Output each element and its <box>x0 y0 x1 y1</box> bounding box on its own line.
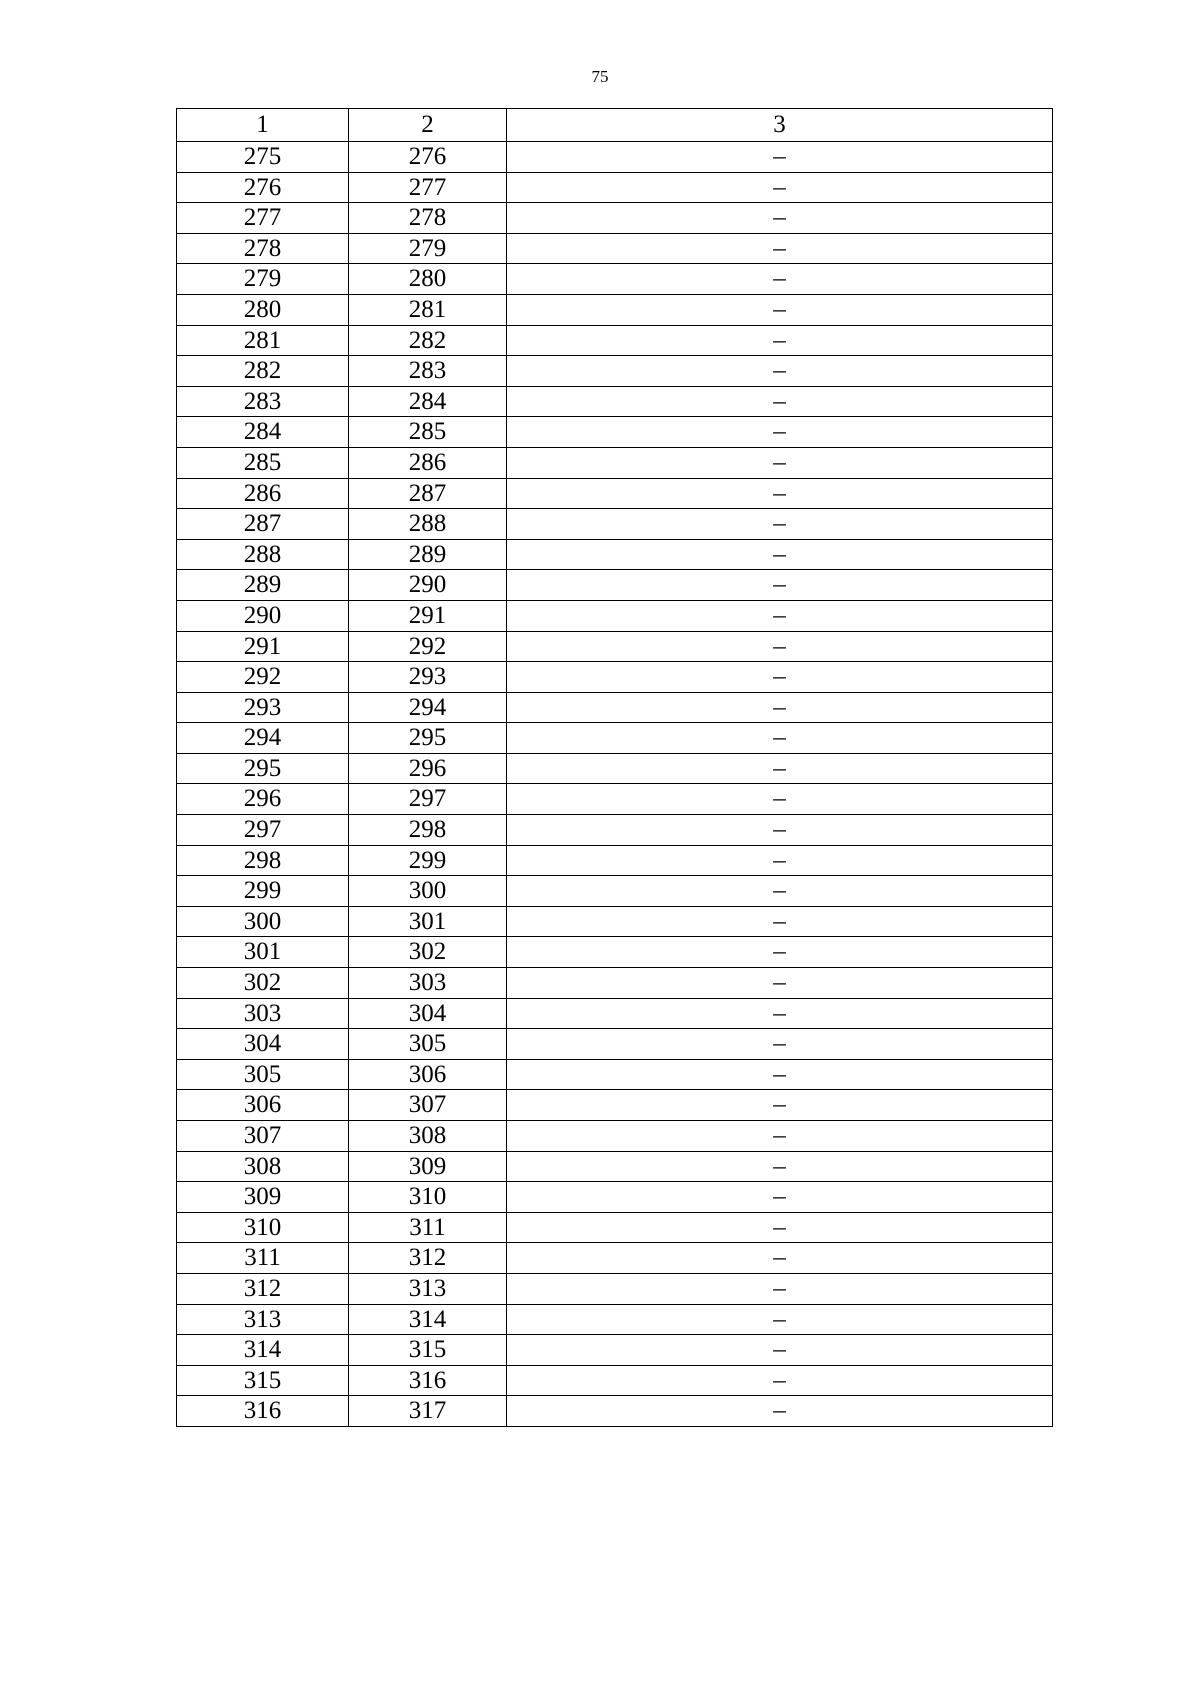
table-row <box>177 968 1053 999</box>
data-table <box>176 108 1053 1427</box>
table-row <box>177 1182 1053 1213</box>
column-3-cell: – <box>507 1396 1053 1427</box>
column-1-cell: 308 <box>177 1151 349 1182</box>
column-2-cell: 315 <box>349 1335 507 1366</box>
table-row <box>177 1059 1053 1090</box>
table-row <box>177 142 1053 173</box>
table-header <box>177 109 1053 142</box>
column-3-cell: – <box>507 876 1053 907</box>
table-row <box>177 1243 1053 1274</box>
column-2-cell: 288 <box>349 509 507 540</box>
column-2-cell: 289 <box>349 539 507 570</box>
table-row <box>177 662 1053 693</box>
column-2-cell: 309 <box>349 1151 507 1182</box>
column-3-cell: – <box>507 264 1053 295</box>
column-1-cell: 298 <box>177 845 349 876</box>
column-1-cell: 281 <box>177 325 349 356</box>
column-2-cell: 291 <box>349 600 507 631</box>
table-row <box>177 1304 1053 1335</box>
table-row <box>177 906 1053 937</box>
table-body <box>177 142 1053 1427</box>
column-3-cell: – <box>507 1029 1053 1060</box>
column-3-cell: – <box>507 172 1053 203</box>
column-2-cell: 303 <box>349 968 507 999</box>
column-2-cell: 306 <box>349 1059 507 1090</box>
column-3-cell: – <box>507 1151 1053 1182</box>
table-row <box>177 692 1053 723</box>
column-1-cell: 289 <box>177 570 349 601</box>
column-2-cell: 282 <box>349 325 507 356</box>
column-2-cell: 298 <box>349 815 507 846</box>
column-2-cell: 284 <box>349 386 507 417</box>
column-3-cell: – <box>507 570 1053 601</box>
column-3-cell: – <box>507 600 1053 631</box>
column-2-cell: 280 <box>349 264 507 295</box>
column-1-cell: 297 <box>177 815 349 846</box>
table-row <box>177 1396 1053 1427</box>
column-1-cell: 292 <box>177 662 349 693</box>
column-3-cell: – <box>507 356 1053 387</box>
column-2-cell: 293 <box>349 662 507 693</box>
column-3-cell: – <box>507 447 1053 478</box>
table-row <box>177 723 1053 754</box>
column-3-cell: – <box>507 1335 1053 1366</box>
column-3-cell: – <box>507 1182 1053 1213</box>
page-number: 75 <box>591 67 609 86</box>
table-row <box>177 845 1053 876</box>
table-row <box>177 815 1053 846</box>
column-3-cell: – <box>507 692 1053 723</box>
table-row <box>177 784 1053 815</box>
column-1-cell: 291 <box>177 631 349 662</box>
table-row <box>177 1029 1053 1060</box>
column-1-cell: 299 <box>177 876 349 907</box>
column-2-cell: 287 <box>349 478 507 509</box>
column-3-cell: – <box>507 325 1053 356</box>
column-1-cell: 294 <box>177 723 349 754</box>
table-row <box>177 570 1053 601</box>
column-1-cell: 295 <box>177 753 349 784</box>
column-3-cell: – <box>507 998 1053 1029</box>
table-row <box>177 539 1053 570</box>
column-1-cell: 279 <box>177 264 349 295</box>
table-row <box>177 233 1053 264</box>
column-1-cell: 287 <box>177 509 349 540</box>
column-2-cell: 294 <box>349 692 507 723</box>
column-1-cell: 290 <box>177 600 349 631</box>
column-2-cell: 290 <box>349 570 507 601</box>
column-1-cell: 284 <box>177 417 349 448</box>
column-1-cell: 277 <box>177 203 349 234</box>
column-3-cell: – <box>507 906 1053 937</box>
table-row <box>177 203 1053 234</box>
table-row <box>177 509 1053 540</box>
column-2-cell: 310 <box>349 1182 507 1213</box>
column-1-cell: 296 <box>177 784 349 815</box>
column-3-cell: – <box>507 1090 1053 1121</box>
column-2-cell: 302 <box>349 937 507 968</box>
table-row <box>177 172 1053 203</box>
column-2-cell: 301 <box>349 906 507 937</box>
column-1-cell: 312 <box>177 1273 349 1304</box>
column-2-cell: 295 <box>349 723 507 754</box>
column-1-cell: 311 <box>177 1243 349 1274</box>
table-row <box>177 417 1053 448</box>
column-3-cell: – <box>507 233 1053 264</box>
table-row <box>177 356 1053 387</box>
column-1-cell: 309 <box>177 1182 349 1213</box>
column-1-cell: 307 <box>177 1121 349 1152</box>
column-1-cell: 313 <box>177 1304 349 1335</box>
table-row <box>177 753 1053 784</box>
column-2-cell: 292 <box>349 631 507 662</box>
column-2-cell: 305 <box>349 1029 507 1060</box>
table-row <box>177 1273 1053 1304</box>
table-row <box>177 1365 1053 1396</box>
column-3-cell: – <box>507 478 1053 509</box>
table-row <box>177 447 1053 478</box>
column-3-cell: – <box>507 937 1053 968</box>
column-2-cell: 283 <box>349 356 507 387</box>
column-1-cell: 303 <box>177 998 349 1029</box>
column-1-cell: 282 <box>177 356 349 387</box>
column-3-cell: – <box>507 1273 1053 1304</box>
column-3-cell: – <box>507 203 1053 234</box>
column-3-cell: – <box>507 142 1053 173</box>
column-2-cell: 312 <box>349 1243 507 1274</box>
table-row <box>177 876 1053 907</box>
column-2-cell: 307 <box>349 1090 507 1121</box>
column-1-cell: 288 <box>177 539 349 570</box>
column-1-cell: 305 <box>177 1059 349 1090</box>
column-1-cell: 283 <box>177 386 349 417</box>
table-row <box>177 478 1053 509</box>
column-3-cell: – <box>507 968 1053 999</box>
table-row <box>177 294 1053 325</box>
table-row <box>177 631 1053 662</box>
column-1-cell: 304 <box>177 1029 349 1060</box>
column-1-cell: 306 <box>177 1090 349 1121</box>
column-3-cell: – <box>507 1365 1053 1396</box>
column-header-2: 2 <box>349 109 507 142</box>
column-1-cell: 316 <box>177 1396 349 1427</box>
column-3-cell: – <box>507 386 1053 417</box>
column-1-cell: 293 <box>177 692 349 723</box>
column-1-cell: 286 <box>177 478 349 509</box>
table-row <box>177 1151 1053 1182</box>
table-row <box>177 386 1053 417</box>
column-2-cell: 297 <box>349 784 507 815</box>
column-3-cell: – <box>507 784 1053 815</box>
column-3-cell: – <box>507 1059 1053 1090</box>
column-1-cell: 276 <box>177 172 349 203</box>
column-1-cell: 302 <box>177 968 349 999</box>
column-2-cell: 285 <box>349 417 507 448</box>
column-1-cell: 310 <box>177 1212 349 1243</box>
column-1-cell: 300 <box>177 906 349 937</box>
column-2-cell: 308 <box>349 1121 507 1152</box>
table-row <box>177 1121 1053 1152</box>
column-3-cell: – <box>507 539 1053 570</box>
column-2-cell: 316 <box>349 1365 507 1396</box>
column-2-cell: 314 <box>349 1304 507 1335</box>
column-3-cell: – <box>507 417 1053 448</box>
column-2-cell: 279 <box>349 233 507 264</box>
column-2-cell: 286 <box>349 447 507 478</box>
table-row <box>177 1335 1053 1366</box>
column-1-cell: 301 <box>177 937 349 968</box>
column-1-cell: 315 <box>177 1365 349 1396</box>
column-2-cell: 317 <box>349 1396 507 1427</box>
column-3-cell: – <box>507 845 1053 876</box>
table-header-row <box>177 109 1053 142</box>
column-3-cell: – <box>507 294 1053 325</box>
column-1-cell: 278 <box>177 233 349 264</box>
column-3-cell: – <box>507 1121 1053 1152</box>
column-header-3: 3 <box>507 109 1053 142</box>
table-row <box>177 998 1053 1029</box>
column-2-cell: 304 <box>349 998 507 1029</box>
column-2-cell: 311 <box>349 1212 507 1243</box>
column-3-cell: – <box>507 1304 1053 1335</box>
column-1-cell: 314 <box>177 1335 349 1366</box>
column-3-cell: – <box>507 631 1053 662</box>
column-3-cell: – <box>507 1212 1053 1243</box>
column-1-cell: 285 <box>177 447 349 478</box>
column-2-cell: 299 <box>349 845 507 876</box>
column-3-cell: – <box>507 723 1053 754</box>
table-row <box>177 1090 1053 1121</box>
table-row <box>177 937 1053 968</box>
column-2-cell: 277 <box>349 172 507 203</box>
column-2-cell: 281 <box>349 294 507 325</box>
column-2-cell: 276 <box>349 142 507 173</box>
column-3-cell: – <box>507 662 1053 693</box>
column-2-cell: 313 <box>349 1273 507 1304</box>
table-row <box>177 325 1053 356</box>
table-row <box>177 600 1053 631</box>
column-header-1: 1 <box>177 109 349 142</box>
column-3-cell: – <box>507 753 1053 784</box>
table-row <box>177 1212 1053 1243</box>
column-3-cell: – <box>507 509 1053 540</box>
table-row <box>177 264 1053 295</box>
column-1-cell: 275 <box>177 142 349 173</box>
column-3-cell: – <box>507 815 1053 846</box>
column-1-cell: 280 <box>177 294 349 325</box>
column-3-cell: – <box>507 1243 1053 1274</box>
column-2-cell: 278 <box>349 203 507 234</box>
column-2-cell: 300 <box>349 876 507 907</box>
column-2-cell: 296 <box>349 753 507 784</box>
